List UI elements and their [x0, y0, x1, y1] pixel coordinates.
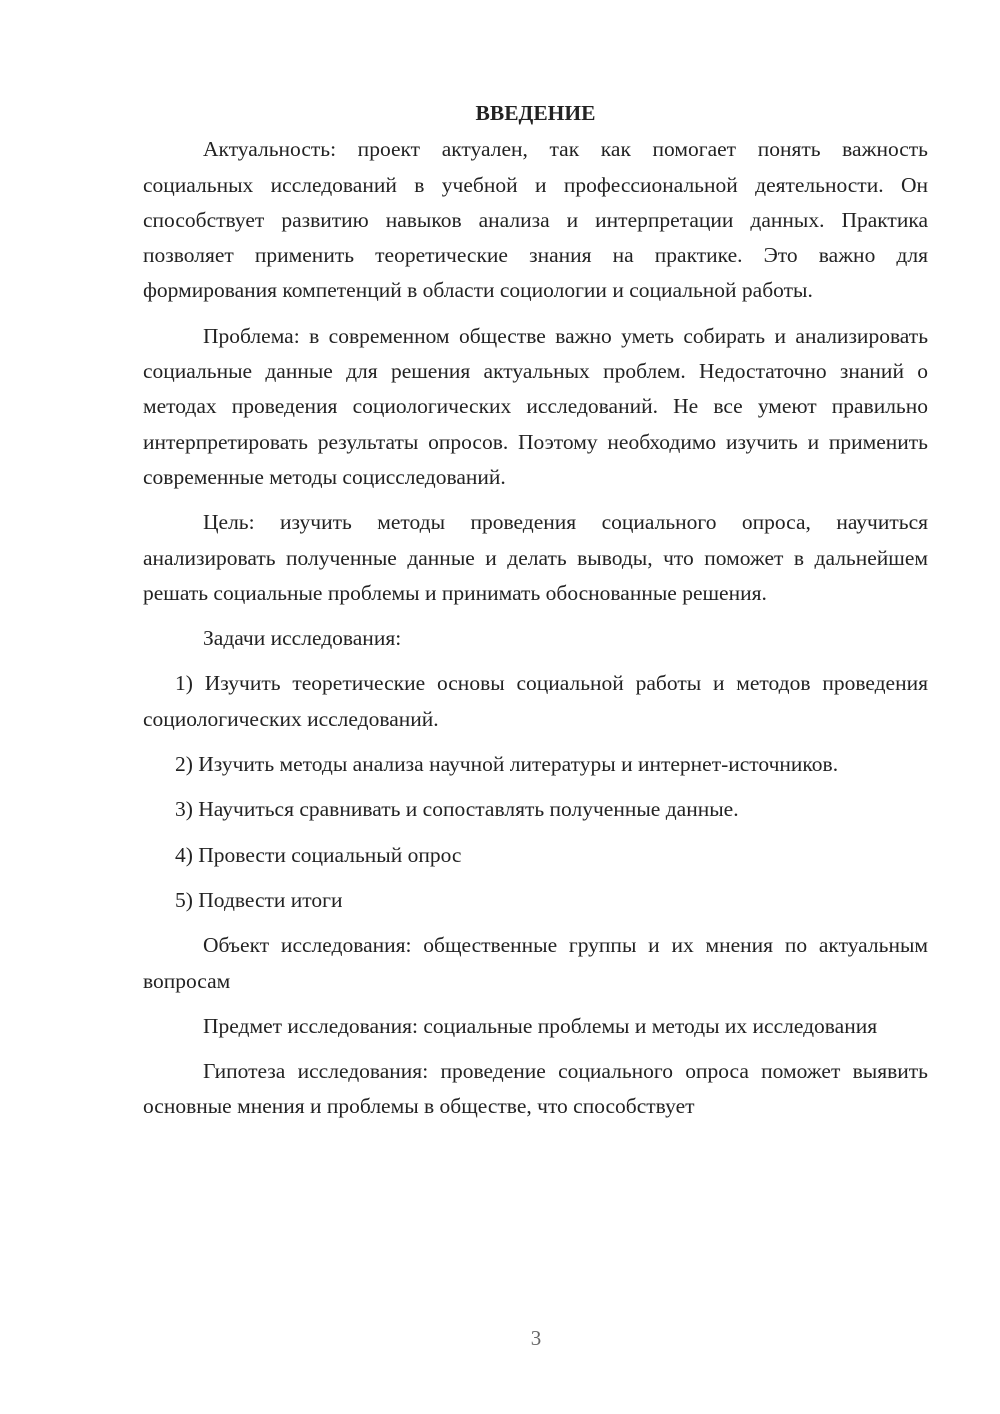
page-title: ВВЕДЕНИЕ — [475, 101, 596, 125]
paragraph-object: Объект исследования: общественные группы и их мнения по актуальным вопросам — [143, 933, 928, 993]
tasks-heading: Задачи исследования: — [203, 626, 402, 651]
paragraph-subject: Предмет исследования: социальные проблемы и методы их исследования — [203, 1013, 878, 1038]
paragraph-goal: Цель: изучить методы проведения социального опроса, научиться анализировать полученные данные и делать выводы, что поможет в дальнейшем решать социальные проблемы и принимать обоснованные решения. — [143, 510, 928, 605]
task-item-5: 5) Подвести итоги — [175, 887, 343, 912]
task-item-1: 1) Изучить теоретические основы социальной работы и методов проведения социологических исследований. — [143, 671, 928, 731]
paragraph-problem: Проблема: в современном обществе важно уметь собирать и анализировать социальные данные для решения актуальных проблем. Недостаточно знаний о методах проведения социологических исследований. Не все умеют правильно интерпретировать результаты опросов. Поэтому необходимо изучить и применить современные методы социсследований. — [143, 323, 928, 489]
paragraph-relevance: Актуальность: проект актуален, так как помогает понять важность социальных исследований в учебной и профессиональной деятельности. Он способствует развитию навыков анализа и интерпретации данных. Практика позволяет применить теоретические знания на практике. Это важно для формирования компетенций в области социологии и социальной работы. — [143, 137, 928, 303]
page-number: 3 — [530, 1326, 542, 1350]
task-item-2: 2) Изучить методы анализа научной литературы и интернет-источников. — [175, 752, 839, 777]
document-page — [143, 96, 928, 1135]
task-item-3: 3) Научиться сравнивать и сопоставлять полученные данные. — [175, 797, 739, 822]
paragraph-hypothesis: Гипотеза исследования: проведение социального опроса поможет выявить основные мнения и проблемы в обществе, что способствует — [143, 1059, 928, 1119]
task-item-4: 4) Провести социальный опрос — [175, 842, 462, 867]
